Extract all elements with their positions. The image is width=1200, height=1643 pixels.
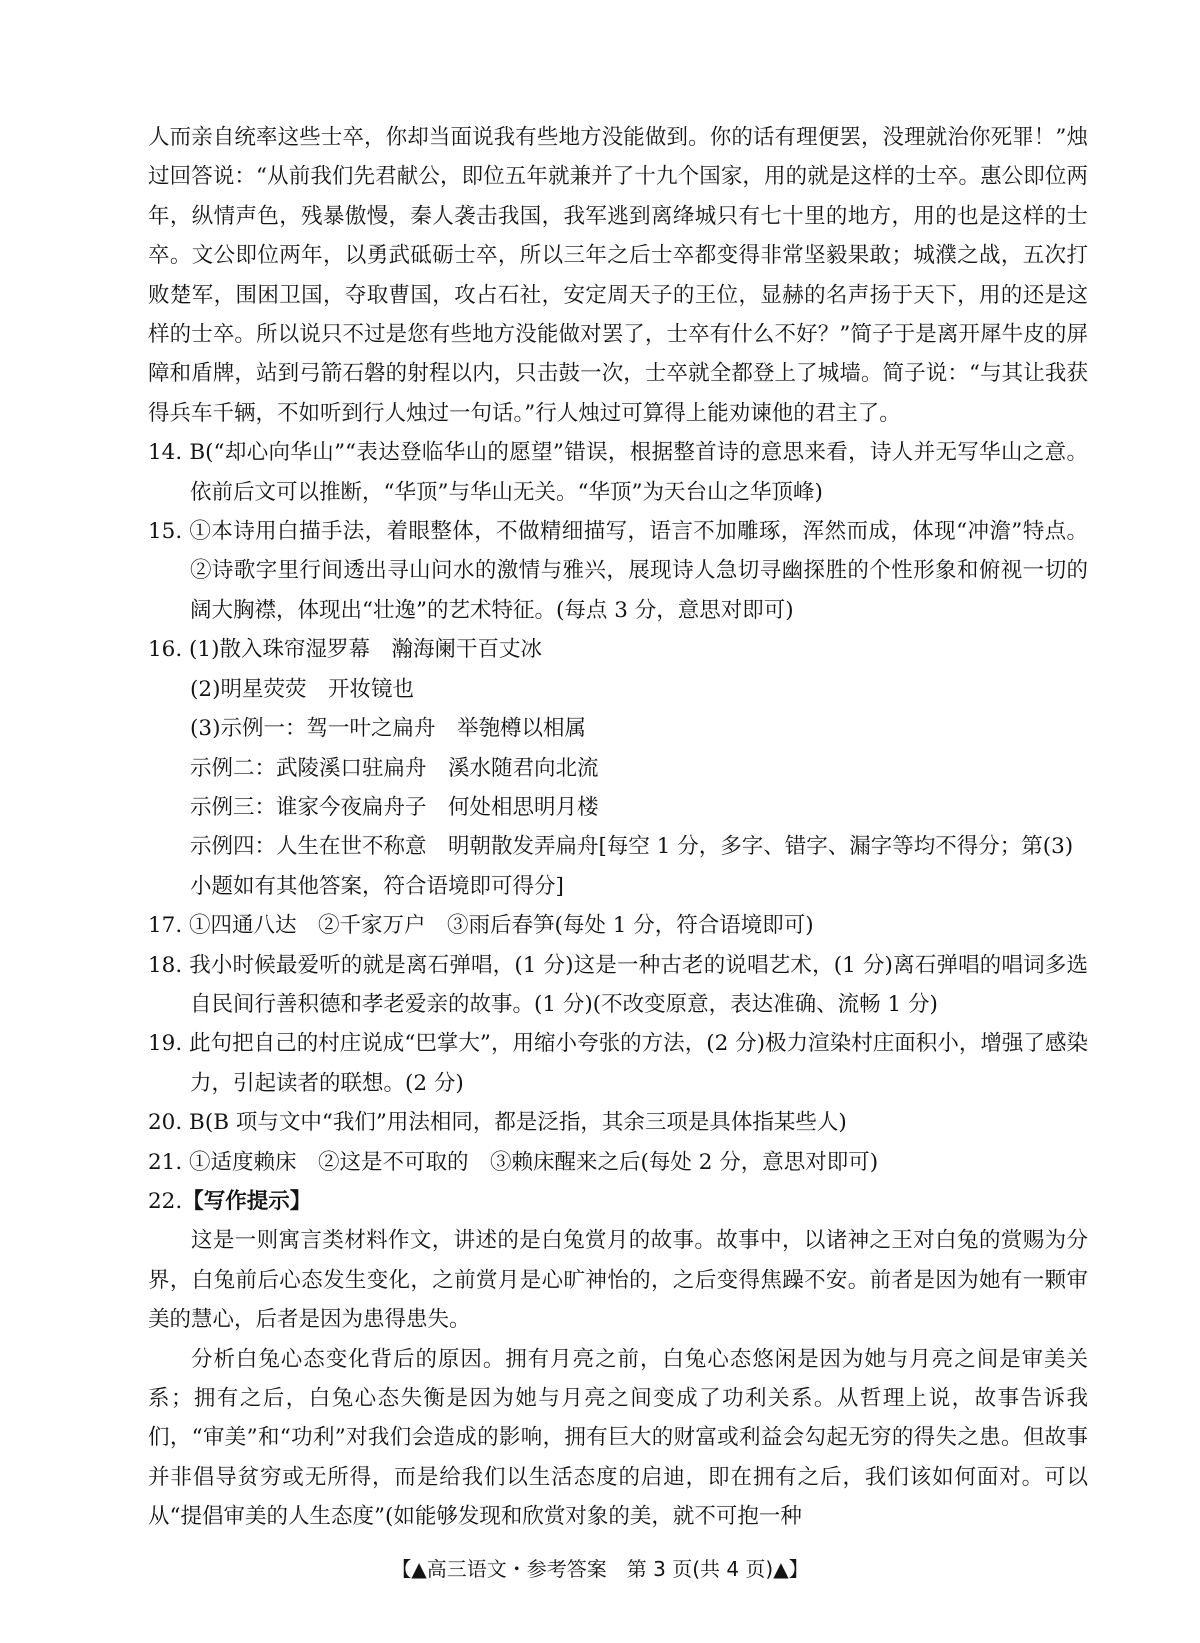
answer-22 [148, 1182, 1088, 1537]
answer-19: 19. 此句把自己的村庄说成“巴掌大”，用缩小夸张的方法，(2 分)极力渲染村庄面积小，增强了感染力，引起读者的联想。(2 分) [148, 1031, 1088, 1096]
writing-tips-paragraph-1: 这是一则寓言类材料作文，讲述的是白兔赏月的故事。故事中，以诸神之王对白兔的赏赐为分界，白兔前后心态发生变化，之前赏月是心旷神怡的，之后变得焦躁不安。前者是因为她有一颗审美的慧心，后者是因为患得患失。 [148, 1228, 1088, 1333]
answer-16-line-6: 示例四：人生在世不称意 明朝散发弄扁舟[每空 1 分，多字、错字、漏字等均不得分；第(3)小题如有其他答案，符合语境即可得分] [190, 834, 1074, 899]
answer-16-line-2: (2)明星荧荧 开妆镜也 [190, 676, 414, 702]
writing-tips-paragraph-2: 分析白兔心态变化背后的原因。拥有月亮之前，白兔心态悠闲是因为她与月亮之间是审美关系；拥有之后，白兔心态失衡是因为她与月亮之间变成了功利关系。从哲理上说，故事告诉我们，“审美”和“功利”对我们会造成的影响，拥有巨大的财富或利益会勾起无穷的得失之患。但故事并非倡导贫穷或无所得，而是给我们以生活态度的启迪，即在拥有之后，我们该如何面对。可以从“提倡审美的人生态度”(如能够发现和欣赏对象的美，就不可抱一种 [148, 1346, 1088, 1530]
answer-17: 17. ①四通八达 ②千家万户 ③雨后春笋(每处 1 分，符合语境即可) [148, 913, 814, 939]
answer-22-number: 22. [148, 1188, 183, 1214]
translation-paragraph: 人而亲自统率这些士卒，你却当面说我有些地方没能做到。你的话有理便罢，没理就治你死罪！”烛过回答说：“从前我们先君献公，即位五年就兼并了十九个国家，用的就是这样的士卒。惠公即位两年，纵情声色，残暴傲慢，秦人袭击我国，我军逃到离绛城只有七十里的地方，用的也是这样的士卒。文公即位两年，以勇武砥砺士卒，所以三年之后士卒都变得非常坚毅果敢；城濮之战，五次打败楚军，围困卫国，夺取曹国，攻占石社，安定周天子的王位，显赫的名声扬于天下，用的还是这样的士卒。所以说只不过是您有些地方没能做对罢了，士卒有什么不好？”简子于是离开犀牛皮的屏障和盾牌，站到弓箭石磐的射程以内，只击鼓一次，士卒就全都登上了城墙。简子说：“与其让我获得兵车千辆，不如听到行人烛过一句话。”行人烛过可算得上能劝谏他的君主了。 [148, 125, 1088, 426]
page-footer: 【▲高三语文・参考答案 第 3 页(共 4 页)▲】 [391, 1557, 809, 1581]
answer-18: 18. 我小时候最爱听的就是离石弹唱，(1 分)这是一种古老的说唱艺术，(1 分)离石弹唱的唱词多选自民间行善积德和孝老爱亲的故事。(1 分)(不改变原意，表达准确、流畅 1 分) [148, 952, 1088, 1017]
answer-21: 21. ①适度赖床 ②这是不可取的 ③赖床醒来之后(每处 2 分，意思对即可) [148, 1149, 879, 1175]
answer-16 [148, 630, 1088, 906]
answer-16-line-5: 示例三：谁家今夜扁舟子 何处相思明月楼 [190, 794, 599, 820]
answer-15: 15. ①本诗用白描手法，着眼整体，不做精细描写，语言不加雕琢，浑然而成，体现“冲澹”特点。②诗歌字里行间透出寻山问水的激情与雅兴，展现诗人急切寻幽探胜的个性形象和俯视一切的阔大胸襟，体现出“壮逸”的艺术特征。(每点 3 分，意思对即可) [148, 519, 1088, 623]
answer-16-line-1: 16. (1)散入珠帘湿罗幕 瀚海阑干百丈冰 [148, 637, 542, 663]
answer-16-line-3: (3)示例一：驾一叶之扁舟 举匏樽以相属 [190, 716, 586, 742]
answer-22-heading-line [148, 1182, 1088, 1221]
answer-16-line-4: 示例二：武陵溪口驻扁舟 溪水随君向北流 [190, 755, 599, 781]
answer-content [148, 118, 1088, 1537]
answer-14: 14. B(“却心向华山”“表达登临华山的愿望”错误，根据整首诗的意思来看，诗人并无写华山之意。依前后文可以推断，“华顶”与华山无关。“华顶”为天台山之华顶峰) [148, 440, 1088, 505]
writing-tips-heading: 【写作提示】 [182, 1188, 312, 1214]
answer-20: 20. B(B 项与文中“我们”用法相同，都是泛指，其余三项是具体指某些人) [148, 1110, 847, 1136]
